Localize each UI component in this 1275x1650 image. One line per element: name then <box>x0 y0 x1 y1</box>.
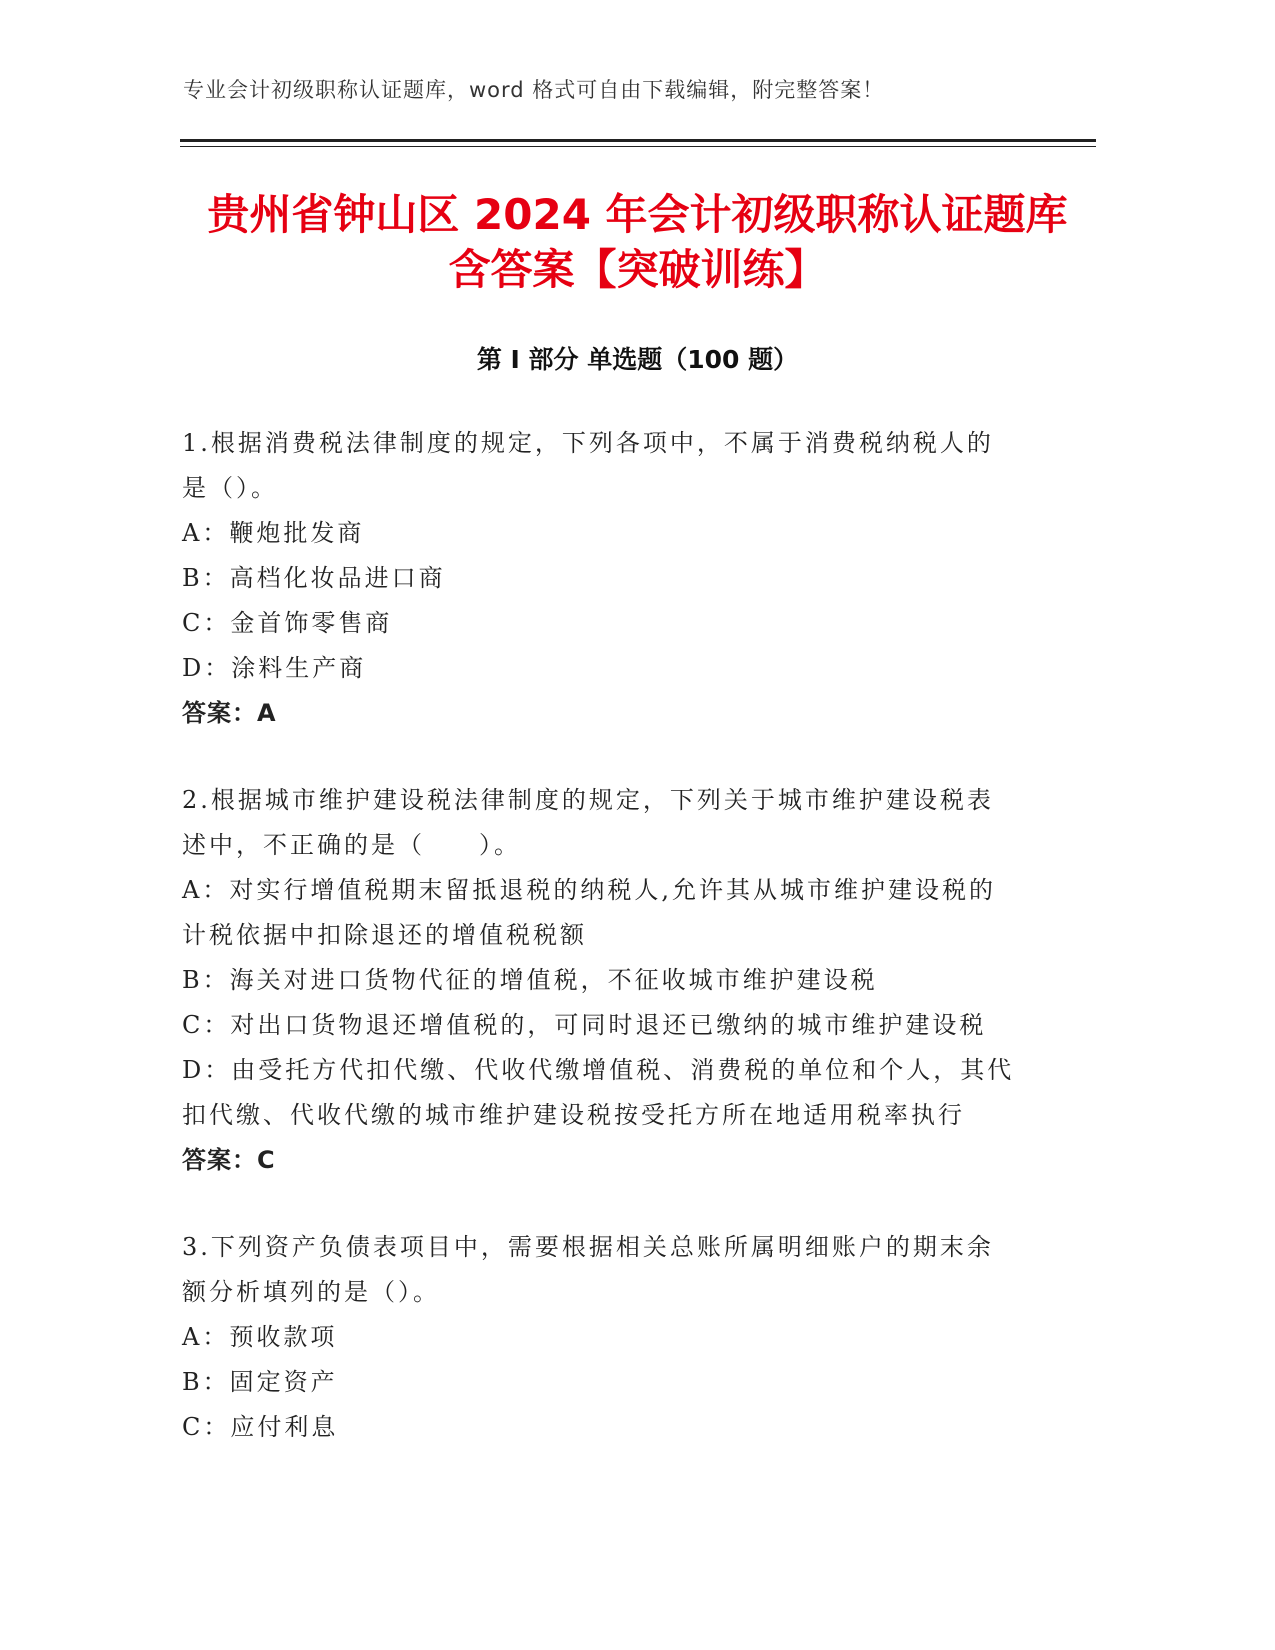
question-1-option-d: D：涂料生产商 <box>182 654 367 682</box>
question-3-option-c: C：应付利息 <box>182 1413 339 1441</box>
header-rule-thick <box>180 139 1096 142</box>
title-line-1: 贵州省钟山区 2024 年会计初级职称认证题库 <box>207 190 1068 239</box>
question-1-option-b: B：高档化妆品进口商 <box>182 564 446 592</box>
document-title <box>0 187 1275 297</box>
question-2-text-line-2: 述中，不正确的是（ ）。 <box>182 831 521 859</box>
question-2-text-line-1: 2.根据城市维护建设税法律制度的规定，下列关于城市维护建设税表 <box>182 786 994 814</box>
question-3-option-b: B：固定资产 <box>182 1368 338 1396</box>
question-3-text-line-2: 额分析填列的是（）。 <box>182 1278 440 1306</box>
question-2-option-d-line-2: 扣代缴、代收代缴的城市维护建设税按受托方所在地适用税率执行 <box>182 1101 965 1129</box>
question-3 <box>182 1225 1042 1450</box>
question-2 <box>182 778 1042 1183</box>
header-note: 专业会计初级职称认证题库，word 格式可自由下载编辑，附完整答案！ <box>183 78 885 102</box>
question-list <box>182 421 1042 1450</box>
question-1 <box>182 421 1042 736</box>
question-1-answer: 答案：A <box>182 699 277 727</box>
question-2-answer: 答案：C <box>182 1146 276 1174</box>
question-1-option-a: A：鞭炮批发商 <box>182 519 365 547</box>
question-3-text-line-1: 3.下列资产负债表项目中，需要根据相关总账所属明细账户的期末余 <box>182 1233 994 1261</box>
question-1-text-line-1: 1.根据消费税法律制度的规定，下列各项中，不属于消费税纳税人的 <box>182 429 994 457</box>
section-heading: 第 I 部分 单选题（100 题） <box>476 345 799 374</box>
question-2-option-a-line-2: 计税依据中扣除退还的增值税税额 <box>182 921 587 949</box>
question-2-option-b: B：海关对进口货物代征的增值税，不征收城市维护建设税 <box>182 966 878 994</box>
question-2-option-c: C：对出口货物退还增值税的，可同时退还已缴纳的城市维护建设税 <box>182 1011 987 1039</box>
question-1-option-c: C：金首饰零售商 <box>182 609 393 637</box>
question-2-option-d-line-1: D：由受托方代扣代缴、代收代缴增值税、消费税的单位和个人，其代 <box>182 1056 1015 1084</box>
question-3-option-a: A：预收款项 <box>182 1323 338 1351</box>
header-rule-thin <box>180 146 1096 147</box>
title-line-2: 含答案【突破训练】 <box>448 245 827 294</box>
question-2-option-a-line-1: A：对实行增值税期末留抵退税的纳税人,允许其从城市维护建设税的 <box>182 876 996 904</box>
question-1-text-line-2: 是（）。 <box>182 474 278 502</box>
